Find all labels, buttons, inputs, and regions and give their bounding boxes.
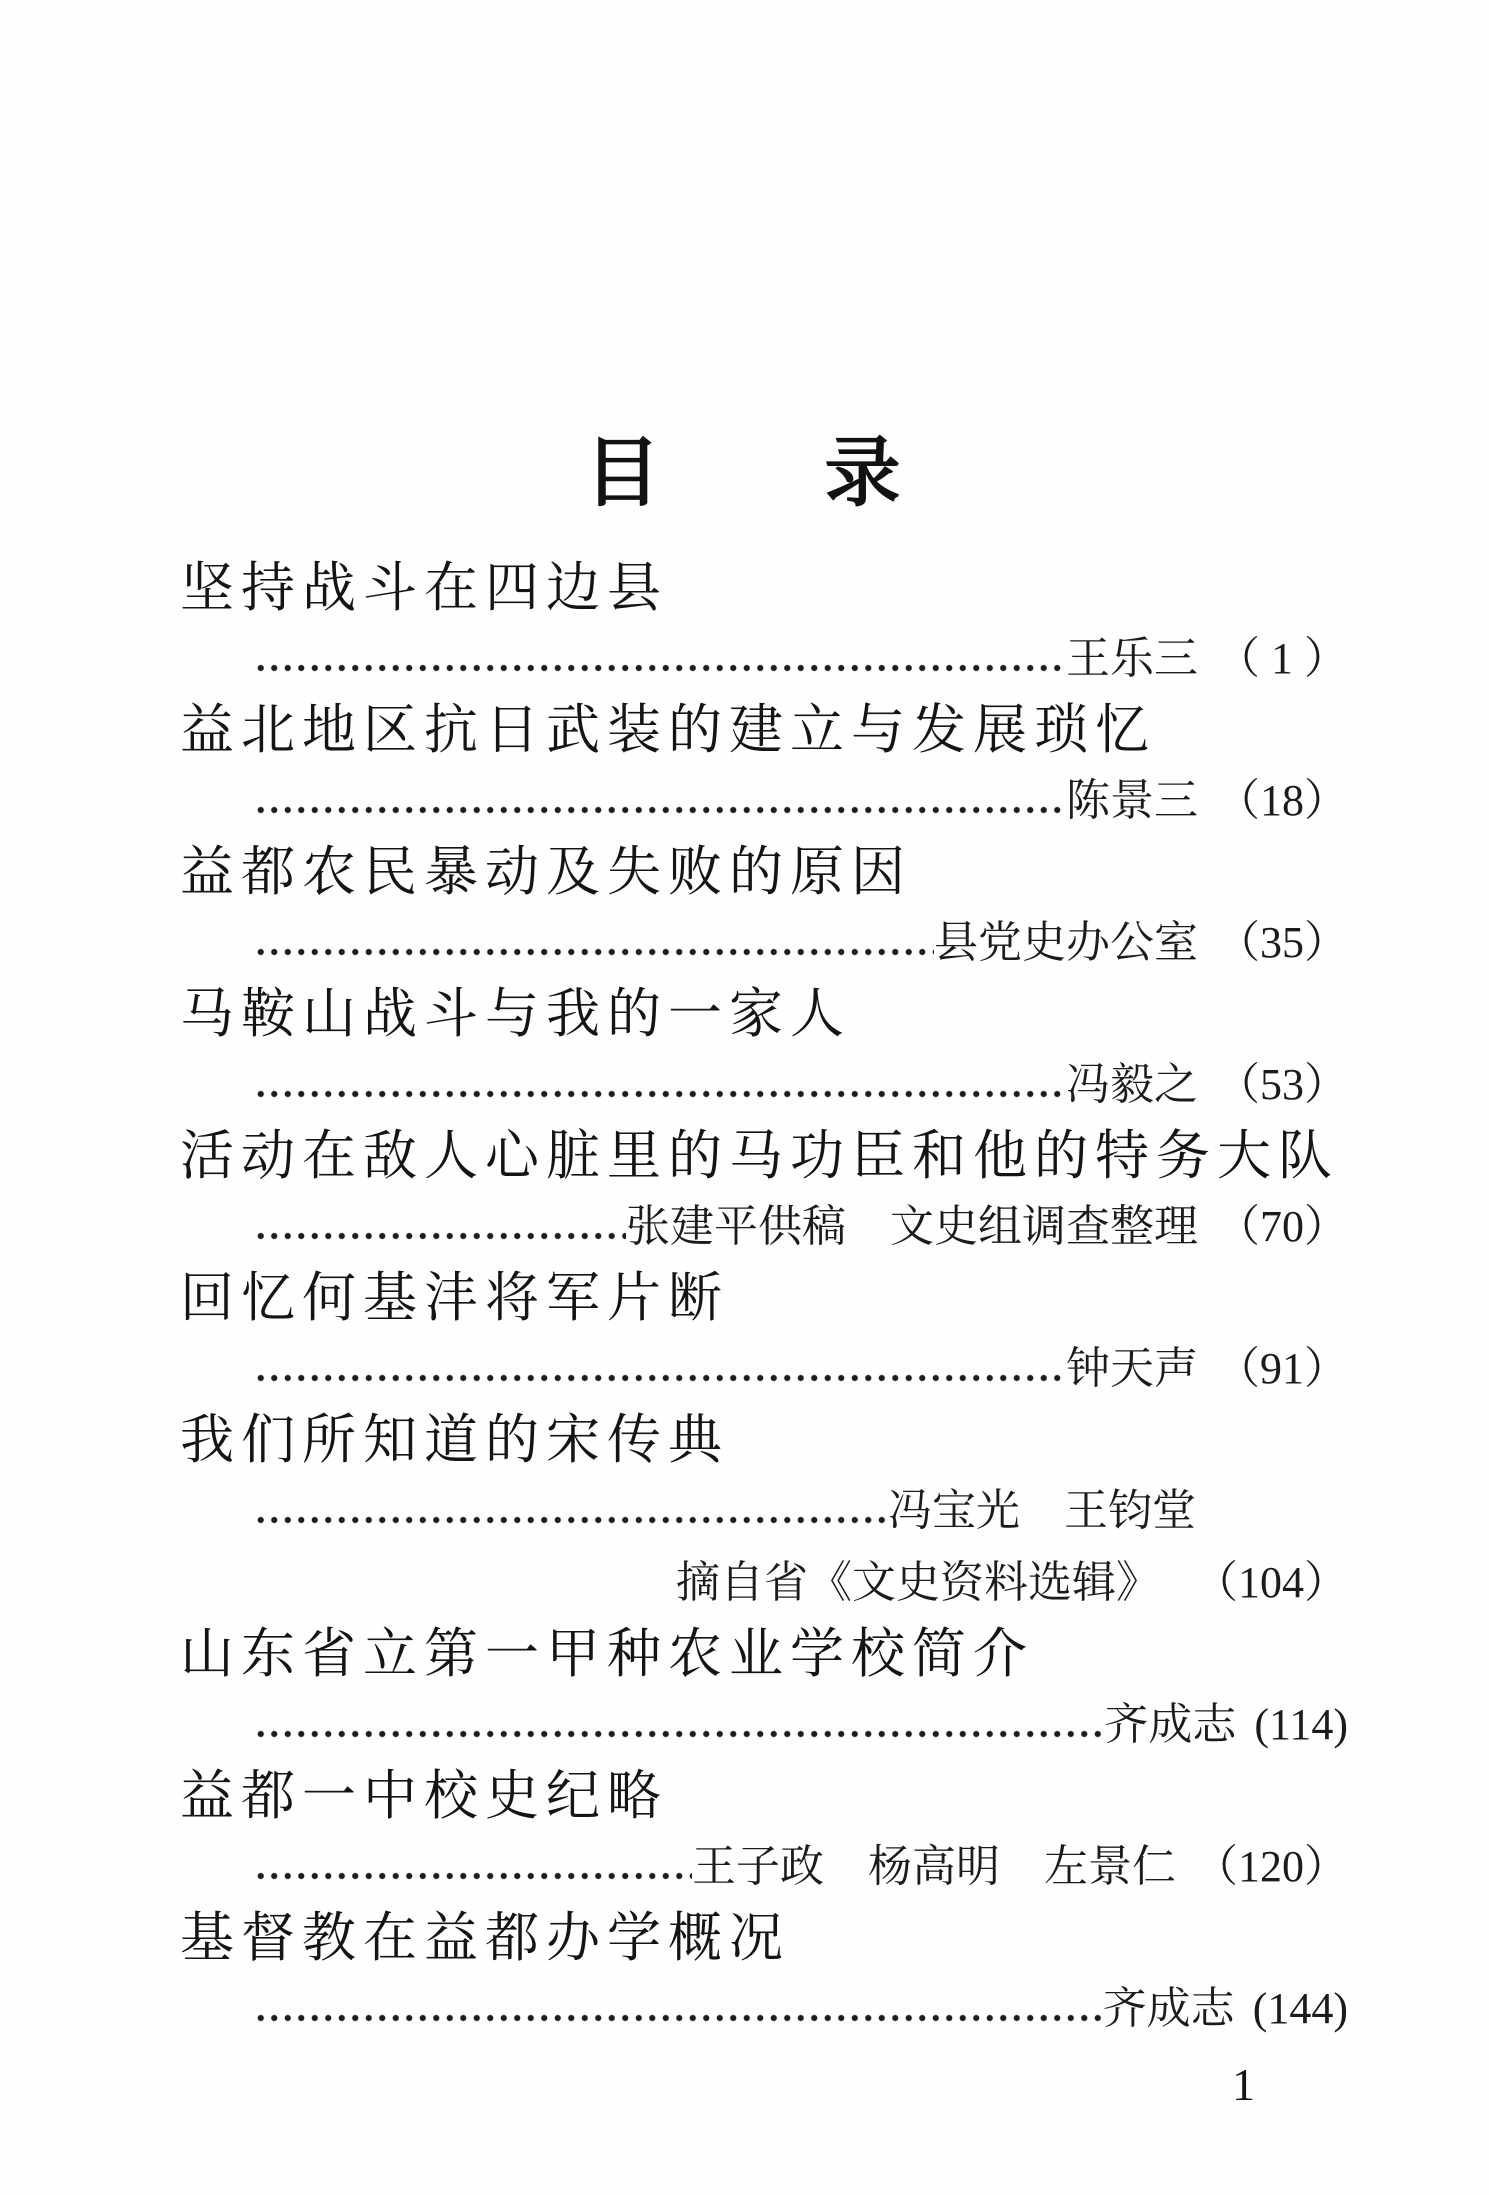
toc-entry: [180, 830, 1348, 972]
dot-leader: [254, 620, 1066, 688]
entry-source-line: [180, 1540, 1348, 1612]
dot-leader: [254, 1188, 626, 1256]
entry-author: 王乐三: [1066, 634, 1198, 683]
entry-page-number: （18）: [1216, 776, 1348, 825]
page-title: 目 录: [584, 432, 905, 516]
toc-entry: [180, 546, 1348, 688]
entry-author: 冯宝光 王钧堂: [888, 1486, 1196, 1535]
entry-leader-line: [180, 1046, 1348, 1114]
dot-leader: [254, 904, 934, 972]
entry-leader-line: [180, 1188, 1348, 1256]
entry-page-number: （91）: [1216, 1344, 1348, 1393]
entry-title: 活动在敌人心脏里的马功臣和他的特务大队: [180, 1125, 1339, 1186]
entry-author: 陈景三: [1066, 776, 1198, 825]
folio-page-number: 1: [1232, 2059, 1255, 2110]
toc-entry: [180, 1612, 1348, 1754]
entry-title: 基督教在益都办学概况: [180, 1907, 790, 1968]
entry-leader-line: [180, 1828, 1348, 1896]
entry-leader-line: [180, 620, 1348, 688]
toc-entry: [180, 1398, 1348, 1612]
entry-page-number: （53）: [1216, 1060, 1348, 1109]
entry-author: 钟天声: [1066, 1344, 1198, 1393]
entry-leader-line: [180, 1472, 1348, 1540]
entry-title: 坚持战斗在四边县: [180, 557, 668, 618]
entry-page-number: (144): [1252, 1984, 1348, 2033]
entry-author: 齐成志: [1102, 1984, 1235, 2033]
dot-leader: [254, 1686, 1104, 1754]
entry-author: 王子政 杨高明 左景仁: [692, 1842, 1176, 1891]
toc-list: [180, 546, 1348, 2038]
toc-entry: [180, 972, 1348, 1114]
entry-page-number: （70）: [1216, 1202, 1348, 1251]
entry-title: 山东省立第一甲种农业学校简介: [180, 1623, 1034, 1684]
entry-page-number: （120）: [1194, 1842, 1348, 1891]
dot-leader: [254, 762, 1066, 830]
dot-leader: [254, 1828, 692, 1896]
entry-page-number: （35）: [1216, 918, 1348, 967]
entry-leader-line: [180, 762, 1348, 830]
entry-title: 我们所知道的宋传典: [180, 1409, 729, 1470]
entry-leader-line: [180, 1686, 1348, 1754]
entry-source: 摘自省《文史资料选辑》: [676, 1558, 1160, 1607]
dot-leader: [254, 1330, 1066, 1398]
entry-leader-line: [180, 1330, 1348, 1398]
dot-leader: [254, 1970, 1103, 2038]
entry-title: 益都一中校史纪略: [180, 1765, 668, 1826]
toc-entry: [180, 688, 1348, 830]
toc-entry: [180, 1114, 1348, 1256]
dot-leader: [254, 1046, 1066, 1114]
toc-entry: [180, 1256, 1348, 1398]
entry-leader-line: [180, 1970, 1348, 2038]
entry-author: 县党史办公室: [934, 918, 1198, 967]
entry-author: 冯毅之: [1066, 1060, 1198, 1109]
entry-page-number: （ 1 ）: [1216, 634, 1348, 683]
entry-title: 益北地区抗日武装的建立与发展琐忆: [180, 699, 1156, 760]
dot-leader: [254, 1472, 888, 1540]
entry-title: 马鞍山战斗与我的一家人: [180, 983, 851, 1044]
toc-entry: [180, 1754, 1348, 1896]
entry-leader-line: [180, 904, 1348, 972]
entry-title: 益都农民暴动及失败的原因: [180, 841, 912, 902]
entry-page-number: （104）: [1194, 1558, 1348, 1607]
entry-title: 回忆何基沣将军片断: [180, 1267, 729, 1328]
entry-author: 齐成志: [1104, 1700, 1237, 1749]
entry-author: 张建平供稿 文史组调查整理: [626, 1202, 1198, 1251]
toc-entry: [180, 1896, 1348, 2038]
entry-page-number: (114): [1254, 1700, 1348, 1749]
